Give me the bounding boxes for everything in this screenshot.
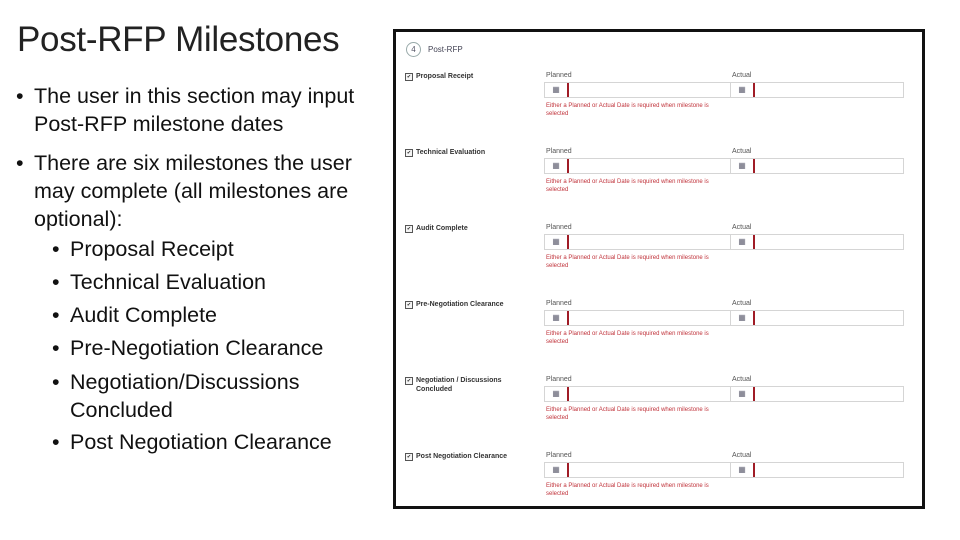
planned-date-input[interactable] <box>544 462 736 478</box>
post-rfp-form-screenshot <box>393 29 925 509</box>
bullet-text: There are six milestones the user may complete (all milestones are optional): <box>34 151 352 231</box>
milestone-row <box>396 72 922 136</box>
actual-date-input[interactable] <box>730 386 904 402</box>
actual-label: Actual <box>732 72 752 79</box>
validation-message: Either a Planned or Actual Date is required when milestone is selected <box>546 179 709 193</box>
checkbox-checked-icon: ✔ <box>406 74 412 80</box>
actual-date-input[interactable] <box>730 462 904 478</box>
milestone-row <box>396 452 922 516</box>
checkbox-checked-icon: ✔ <box>406 302 412 308</box>
milestone-row <box>396 376 922 440</box>
milestone-label: Technical Evaluation <box>416 149 486 156</box>
actual-date-input[interactable] <box>730 234 904 250</box>
planned-label: Planned <box>546 72 572 79</box>
sub-bullet-list <box>34 233 376 459</box>
planned-date-input[interactable] <box>544 234 736 250</box>
checkbox-checked-icon: ✔ <box>406 226 412 232</box>
actual-label: Actual <box>732 224 752 231</box>
milestone-row <box>396 224 922 288</box>
milestone-label: Pre-Negotiation Clearance <box>416 301 504 308</box>
planned-label: Planned <box>546 376 572 383</box>
planned-label: Planned <box>546 224 572 231</box>
actual-label: Actual <box>732 376 752 383</box>
bullet-text: The user in this section may input Post-RFP milestone dates <box>34 84 355 136</box>
slide-title: Post-RFP Milestones <box>17 20 340 59</box>
validation-message: Either a Planned or Actual Date is required when milestone is selected <box>546 407 709 421</box>
validation-message: Either a Planned or Actual Date is required when milestone is selected <box>546 103 709 117</box>
actual-date-input[interactable] <box>730 158 904 174</box>
milestone-label: Proposal Receipt <box>416 73 474 80</box>
calendar-icon[interactable]: ▦ <box>545 235 569 249</box>
calendar-icon[interactable]: ▦ <box>545 311 569 325</box>
calendar-icon[interactable]: ▦ <box>545 463 569 477</box>
checkbox-checked-icon: ✔ <box>406 454 412 460</box>
calendar-icon[interactable]: ▦ <box>731 387 755 401</box>
calendar-icon[interactable]: ▦ <box>731 159 755 173</box>
section-title: Post-RFP <box>428 44 463 54</box>
step-number-badge: 4 <box>406 42 421 57</box>
milestone-label: Post Negotiation Clearance <box>416 453 508 460</box>
actual-date-input[interactable] <box>730 310 904 326</box>
milestone-label: Audit Complete <box>416 225 468 232</box>
milestone-checkbox[interactable] <box>405 225 413 233</box>
calendar-icon[interactable]: ▦ <box>545 83 569 97</box>
calendar-icon[interactable]: ▦ <box>731 83 755 97</box>
calendar-icon[interactable]: ▦ <box>731 235 755 249</box>
milestone-label: Negotiation / Discussions Concluded <box>416 377 502 393</box>
milestone-checkbox[interactable] <box>405 301 413 309</box>
validation-message: Either a Planned or Actual Date is required when milestone is selected <box>546 483 709 497</box>
sub-bullet-item: • Negotiation/Discussions Concluded <box>34 368 376 424</box>
milestone-row <box>396 300 922 364</box>
calendar-icon[interactable]: ▦ <box>731 311 755 325</box>
calendar-icon[interactable]: ▦ <box>545 387 569 401</box>
bullet-item <box>16 149 376 459</box>
planned-date-input[interactable] <box>544 310 736 326</box>
planned-label: Planned <box>546 148 572 155</box>
validation-message: Either a Planned or Actual Date is required when milestone is selected <box>546 255 709 269</box>
planned-label: Planned <box>546 300 572 307</box>
sub-bullet-item: • Pre-Negotiation Clearance <box>34 332 376 365</box>
section-header <box>406 40 463 58</box>
sub-bullet-item: • Audit Complete <box>34 299 376 332</box>
actual-label: Actual <box>732 148 752 155</box>
calendar-icon[interactable]: ▦ <box>731 463 755 477</box>
planned-date-input[interactable] <box>544 386 736 402</box>
milestone-checkbox[interactable] <box>405 453 413 461</box>
milestone-row <box>396 148 922 212</box>
milestone-checkbox[interactable] <box>405 377 413 385</box>
actual-label: Actual <box>732 300 752 307</box>
bullet-item <box>16 82 376 138</box>
validation-message: Either a Planned or Actual Date is required when milestone is selected <box>546 331 709 345</box>
milestone-checkbox[interactable] <box>405 149 413 157</box>
calendar-icon[interactable]: ▦ <box>545 159 569 173</box>
sub-bullet-item: • Proposal Receipt <box>34 233 376 266</box>
sub-bullet-item: • Technical Evaluation <box>34 266 376 299</box>
planned-label: Planned <box>546 452 572 459</box>
sub-bullet-item: • Post Negotiation Clearance <box>34 426 376 459</box>
actual-label: Actual <box>732 452 752 459</box>
actual-date-input[interactable] <box>730 82 904 98</box>
milestone-checkbox[interactable] <box>405 73 413 81</box>
checkbox-checked-icon: ✔ <box>406 378 412 384</box>
planned-date-input[interactable] <box>544 82 736 98</box>
checkbox-checked-icon: ✔ <box>406 150 412 156</box>
bullet-list <box>16 82 376 470</box>
planned-date-input[interactable] <box>544 158 736 174</box>
